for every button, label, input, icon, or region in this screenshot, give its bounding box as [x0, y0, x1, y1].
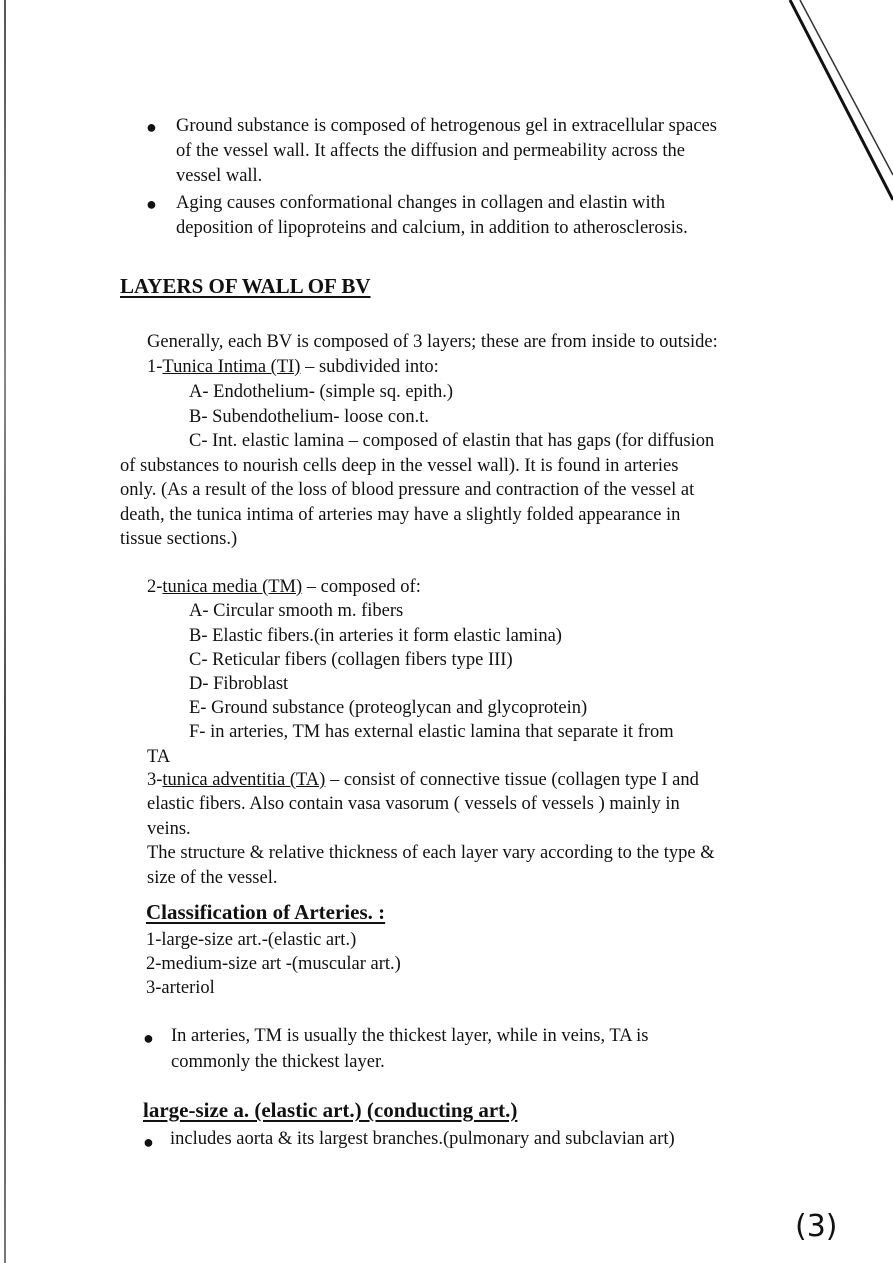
media-item-b: B- Elastic fibers.(in arteries it form elastic lamina) [189, 626, 562, 646]
classification-item-1: 1-large-size art.-(elastic art.) [146, 930, 357, 950]
bullet-dot: ● [146, 194, 157, 214]
bullet-dot: ● [143, 1028, 154, 1048]
classification-item-3: 3-arteriol [146, 978, 215, 998]
intima-title: 1-Tunica Intima (TI) – subdivided into: [147, 357, 439, 377]
bullet-dot: ● [146, 117, 157, 137]
intima-item-c-line: only. (As a result of the loss of blood pressure and contraction of the vessel at [120, 480, 695, 500]
media-item-f: F- in arteries, TM has external elastic lamina that separate it from [189, 722, 674, 742]
intima-item-a: A- Endothelium- (simple sq. epith.) [189, 382, 454, 402]
large-size-heading: large-size a. (elastic art.) (conducting art.) [143, 1098, 518, 1122]
large-size-bullet: includes aorta & its largest branches.(pulmonary and subclavian art) [170, 1129, 675, 1149]
intro-bullet-1-line-1: Ground substance is composed of hetrogenous gel in extracellular spaces [176, 116, 717, 136]
bullet-dot: ● [143, 1132, 154, 1152]
tm-bullet-line-1: In arteries, TM is usually the thickest layer, while in veins, TA is [171, 1026, 649, 1046]
page-number: (3) [795, 1209, 838, 1244]
media-item-d: D- Fibroblast [189, 674, 289, 694]
tm-bullet-line-2: commonly the thickest layer. [171, 1052, 385, 1072]
layers-heading: LAYERS OF WALL OF BV [120, 274, 371, 298]
adventitia-title: 3-tunica adventitia (TA) – consist of connective tissue (collagen type I and [147, 770, 699, 790]
media-item-c: C- Reticular fibers (collagen fibers type III) [189, 650, 513, 670]
media-item-a: A- Circular smooth m. fibers [189, 601, 404, 621]
intro-bullet-1-line-3: vessel wall. [176, 166, 263, 186]
intima-item-c: C- Int. elastic lamina – composed of elastin that has gaps (for diffusion [189, 431, 715, 451]
classification-item-2: 2-medium-size art -(muscular art.) [146, 954, 401, 974]
structure-note-line-1: The structure & relative thickness of each layer vary according to the type & [147, 843, 715, 863]
structure-note-line-2: size of the vessel. [147, 868, 278, 888]
media-item-e: E- Ground substance (proteoglycan and glycoprotein) [189, 698, 588, 718]
intima-item-c-line: death, the tunica intima of arteries may have a slightly folded appearance in [120, 505, 681, 525]
layers-intro: Generally, each BV is composed of 3 layers; these are from inside to outside: [147, 332, 718, 352]
intro-bullet-1-line-2: of the vessel wall. It affects the diffusion and permeability across the [176, 141, 685, 161]
media-tail: TA [147, 747, 171, 767]
intima-item-c-line: tissue sections.) [120, 529, 238, 549]
intima-item-b: B- Subendothelium- loose con.t. [189, 407, 429, 427]
media-title: 2-tunica media (TM) – composed of: [147, 577, 421, 597]
intro-bullet-2-line-1: Aging causes conformational changes in collagen and elastin with [176, 193, 666, 213]
classification-heading: Classification of Arteries. : [146, 900, 386, 924]
adventitia-line: elastic fibers. Also contain vasa vasorum ( vessels of vessels ) mainly in [147, 794, 680, 814]
intima-item-c-line: of substances to nourish cells deep in the vessel wall). It is found in arteries [120, 456, 679, 476]
intro-bullet-2-line-2: deposition of lipoproteins and calcium, in addition to atherosclerosis. [176, 218, 688, 238]
adventitia-line: veins. [147, 819, 191, 839]
